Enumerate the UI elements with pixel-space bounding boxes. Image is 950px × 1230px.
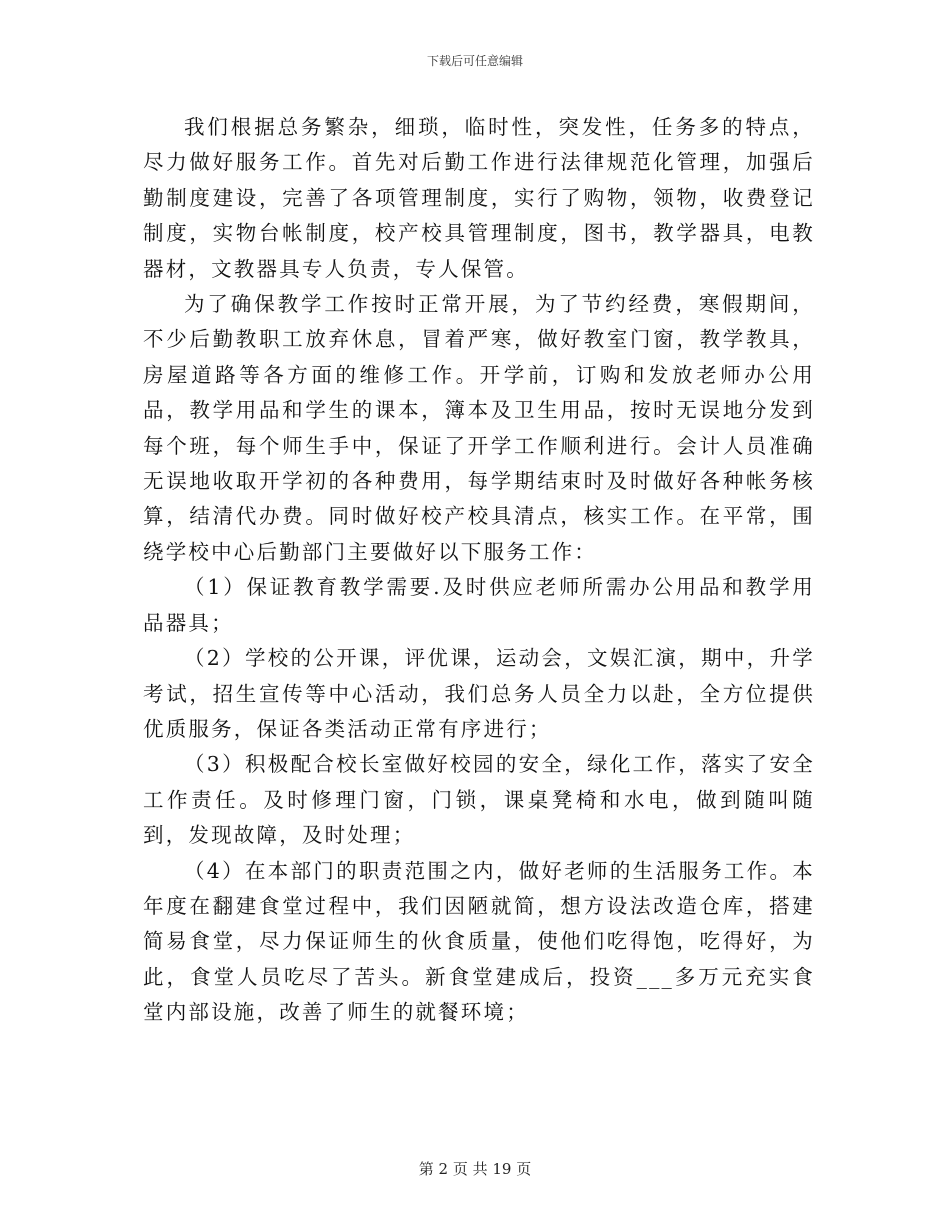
paragraph-6: （4）在本部门的职责范围之内，做好老师的生活服务工作。本年度在翻建食堂过程中，我们因陋就简，想方设法改造仓库，搭建简易食堂，尽力保证师生的伙食质量，使他们吃得饱，吃得好，为此，食堂人员吃尽了苦头。新食堂建成后，投资___多万元充实食堂内部设施，改善了师生的就餐环境； [143,858,815,1025]
paragraph-5: （3）积极配合校长室做好校园的安全，绿化工作，落实了安全工作责任。及时修理门窗，门锁，课桌凳椅和水电，做到随叫随到，发现故障，及时处理； [143,752,815,848]
document-body [143,110,815,1031]
page-header: 下载后可任意编辑 [426,54,523,68]
page-footer: 第 2 页 共 19 页 [418,1160,532,1178]
paragraph-2: 为了确保教学工作按时正常开展，为了节约经费，寒假期间，不少后勤教职工放弃休息，冒着严寒，做好教室门窗，教学教具，房屋道路等各方面的维修工作。开学前，订购和发放老师办公用品，教学用品和学生的课本，簿本及卫生用品，按时无误地分发到每个班，每个师生手中，保证了开学工作顺利进行。会计人员准确无误地收取开学初的各种费用，每学期结束时及时做好各种帐务核算，结清代办费。同时做好校产校具清点，核实工作。在平常，围绕学校中心后勤部门主要做好以下服务工作： [143,292,815,564]
paragraph-1: 我们根据总务繁杂，细琐，临时性，突发性，任务多的特点，尽力做好服务工作。首先对后勤工作进行法律规范化管理，加强后勤制度建设，完善了各项管理制度，实行了购物，领物，收费登记制度，实物台帐制度，校产校具管理制度，图书，教学器具，电教器材，文教器具专人负责，专人保管。 [143,115,815,281]
paragraph-3: （1）保证教育教学需要.及时供应老师所需办公用品和教学用品器具； [143,575,815,635]
paragraph-4: （2）学校的公开课，评优课，运动会，文娱汇演，期中，升学考试，招生宣传等中心活动，我们总务人员全力以赴，全方位提供优质服务，保证各类活动正常有序进行； [143,646,815,741]
